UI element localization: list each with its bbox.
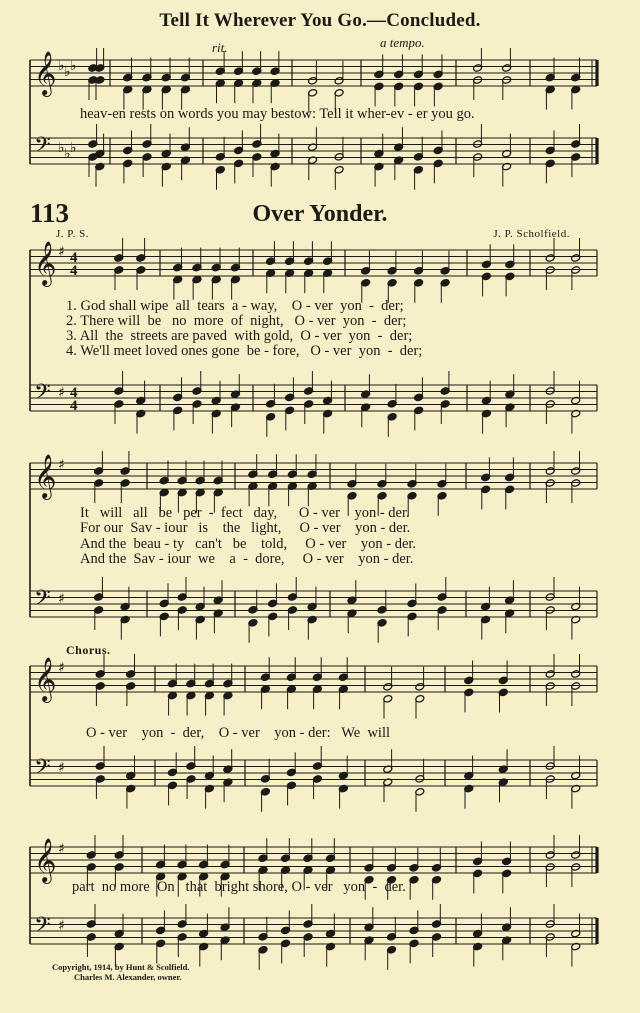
flat-sign: ♭ bbox=[70, 140, 77, 156]
sharp-sign: ♯ bbox=[58, 841, 65, 857]
copyright-notice bbox=[52, 962, 189, 982]
bass-clef: 𝄢 bbox=[34, 380, 51, 410]
chorus-line-1: O - ver yon - der, O - ver yon - der: We will bbox=[86, 725, 391, 741]
bass-clef: 𝄢 bbox=[34, 586, 51, 616]
hymn-title: Over Yonder. bbox=[252, 201, 388, 227]
sharp-sign: ♯ bbox=[58, 591, 65, 607]
sharp-sign: ♯ bbox=[58, 760, 65, 776]
treble-clef: 𝄞 bbox=[34, 838, 57, 882]
music-credit: J. P. Scholfield. bbox=[493, 228, 570, 240]
flat-sign: ♭ bbox=[70, 58, 77, 74]
bass-clef: 𝄢 bbox=[34, 755, 51, 785]
treble-clef: 𝄞 bbox=[34, 657, 57, 701]
time-signature: 4 bbox=[70, 250, 78, 266]
end-lyric-line: heav-en rests on words you may bestow: Tell it wher-ev - er you go. bbox=[80, 106, 475, 122]
verse-3-line-2: And the beau - ty can't be told, O - ver yon - der. bbox=[80, 536, 417, 552]
flat-sign: ♭ bbox=[58, 140, 65, 156]
verse-1-line-1: 1. God shall wipe all tears a - way, O - ver yon - der; bbox=[66, 298, 404, 314]
flat-sign: ♭ bbox=[64, 146, 71, 162]
treble-clef: 𝄞 bbox=[34, 454, 57, 498]
copyright-line-1: Copyright, 1914, by Hunt & Scolfield. bbox=[52, 962, 190, 972]
chorus-label: Chorus. bbox=[66, 643, 111, 657]
flat-sign: ♭ bbox=[64, 64, 71, 80]
bass-clef: 𝄢 bbox=[34, 913, 51, 943]
a-tempo-mark: a tempo. bbox=[380, 35, 425, 50]
chorus-line-2: part no more On that bright shore, O - ver yon - der. bbox=[72, 879, 406, 895]
verse-2-line-1: 2. There will be no more of night, O - ver yon - der; bbox=[66, 313, 407, 329]
treble-clef: 𝄞 bbox=[34, 51, 57, 95]
treble-clef: 𝄞 bbox=[34, 241, 57, 285]
flat-sign: ♭ bbox=[58, 58, 65, 74]
hymn-number: 113 bbox=[30, 198, 70, 228]
words-credit: J. P. S. bbox=[56, 228, 90, 240]
sharp-sign: ♯ bbox=[58, 244, 65, 260]
sharp-sign: ♯ bbox=[58, 385, 65, 401]
rit-mark: rit. bbox=[212, 40, 228, 55]
verse-1-line-2: It will all be per - fect day, O - ver yon - der. bbox=[80, 505, 410, 521]
copyright-line-2: Charles M. Alexander, owner. bbox=[74, 972, 182, 982]
continued-title: Tell It Wherever You Go.—Concluded. bbox=[159, 10, 481, 31]
time-signature: 4 bbox=[70, 263, 78, 279]
verse-4-line-2: And the Sav - iour we a - dore, O - ver yon - der. bbox=[80, 551, 414, 567]
verse-3-line-1: 3. All the streets are paved with gold, O - ver yon - der; bbox=[66, 328, 413, 344]
bass-clef: 𝄢 bbox=[34, 133, 51, 163]
sharp-sign: ♯ bbox=[58, 918, 65, 934]
sharp-sign: ♯ bbox=[58, 660, 65, 676]
sharp-sign: ♯ bbox=[58, 457, 65, 473]
verse-4-line-1: 4. We'll meet loved ones gone be - fore, O - ver yon - der; bbox=[66, 343, 423, 359]
verse-2-line-2: For our Sav - iour is the light, O - ver yon - der. bbox=[80, 520, 411, 536]
time-signature: 4 bbox=[70, 398, 78, 414]
time-signature: 4 bbox=[70, 385, 78, 401]
